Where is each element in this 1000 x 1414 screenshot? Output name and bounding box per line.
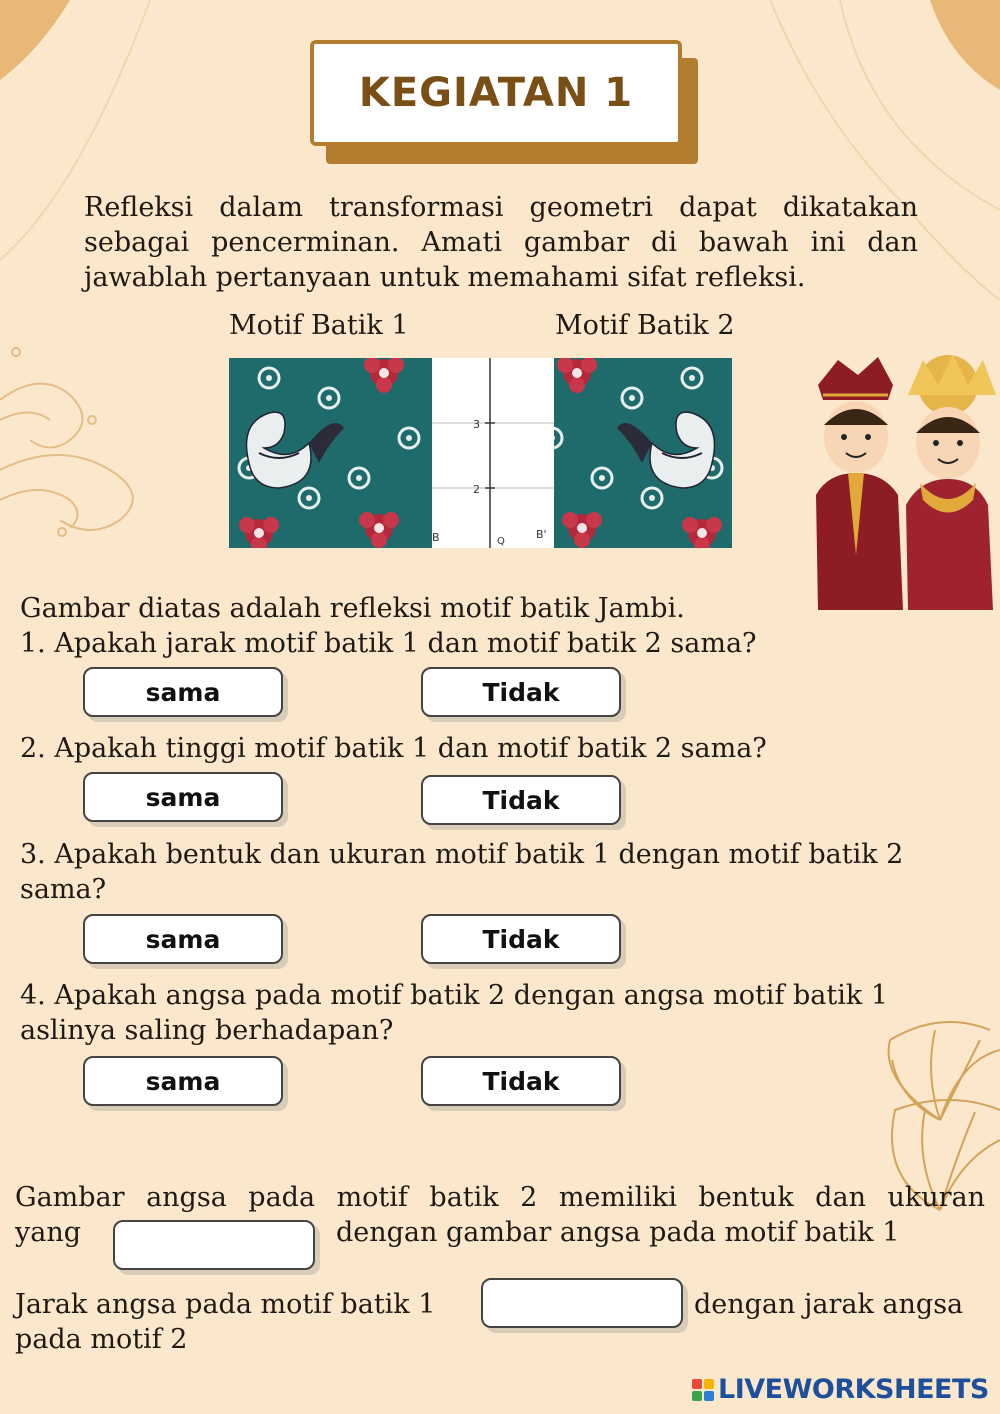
batik-motif-2 xyxy=(529,358,732,548)
fill-1-line-1: Gambar angsa pada motif batik 2 memiliki bentuk dan ukuran xyxy=(15,1182,985,1213)
fill-1-answer-box[interactable] xyxy=(113,1220,315,1270)
liveworksheets-logo xyxy=(692,1374,989,1405)
batik-motif-1 xyxy=(229,358,432,548)
liveworksheets-logo-icon xyxy=(692,1379,714,1401)
q2-sama-button[interactable]: sama xyxy=(83,772,283,822)
question-2-text: 2. Apakah tinggi motif batik 1 dan motif batik 2 sama? xyxy=(20,733,767,764)
q2-tidak-button[interactable]: Tidak xyxy=(421,775,621,825)
point-label-q: Q xyxy=(497,536,505,547)
q4-sama-button[interactable]: sama xyxy=(83,1056,283,1106)
fill-2-before: Jarak angsa pada motif batik 1 xyxy=(15,1289,436,1320)
q1-sama-button[interactable]: sama xyxy=(83,667,283,717)
batik-reflection-image xyxy=(229,358,732,548)
title-banner xyxy=(310,40,682,146)
cloud-ornament-icon xyxy=(0,348,133,536)
motif-label-1: Motif Batik 1 xyxy=(229,310,409,341)
page-title: KEGIATAN 1 xyxy=(358,70,634,116)
q3-sama-button[interactable]: sama xyxy=(83,914,283,964)
question-4-text: 4. Apakah angsa pada motif batik 2 dengan angsa motif batik 1 aslinya saling berhadapan? xyxy=(20,980,889,1046)
intro-paragraph: Refleksi dalam transformasi geometri dapat dikatakan sebagai pencerminan. Amati gambar di bawah ini dan jawablah pertanyaan untuk memahami sifat refleksi. xyxy=(84,192,918,293)
mirror-grid xyxy=(432,358,554,548)
fill-2-answer-box[interactable] xyxy=(481,1278,683,1328)
fill-2-after: dengan jarak angsa xyxy=(694,1289,964,1320)
question-1-text: 1. Apakah jarak motif batik 1 dan motif batik 2 sama? xyxy=(20,628,757,659)
q1-tidak-button[interactable]: Tidak xyxy=(421,667,621,717)
question-3-text: 3. Apakah bentuk dan ukuran motif batik 1 dengan motif batik 2 sama? xyxy=(20,839,904,905)
jambi-couple-illustration xyxy=(808,355,1000,613)
caption-text: Gambar diatas adalah refleksi motif batik Jambi. xyxy=(20,593,685,624)
q4-tidak-button[interactable]: Tidak xyxy=(421,1056,621,1106)
q3-tidak-button[interactable]: Tidak xyxy=(421,914,621,964)
point-label-b: B xyxy=(432,531,440,544)
grid-label-2: 2 xyxy=(473,483,480,496)
brand-name: LIVEWORKSHEETS xyxy=(718,1374,989,1405)
grid-label-3: 3 xyxy=(473,418,480,431)
motif-label-2: Motif Batik 2 xyxy=(555,310,735,341)
point-label-b-prime: B' xyxy=(536,528,547,541)
fill-1-after: dengan gambar angsa pada motif batik 1 xyxy=(336,1217,900,1248)
fill-1-before: yang xyxy=(15,1217,82,1248)
fill-2-line-2: pada motif 2 xyxy=(15,1324,188,1355)
